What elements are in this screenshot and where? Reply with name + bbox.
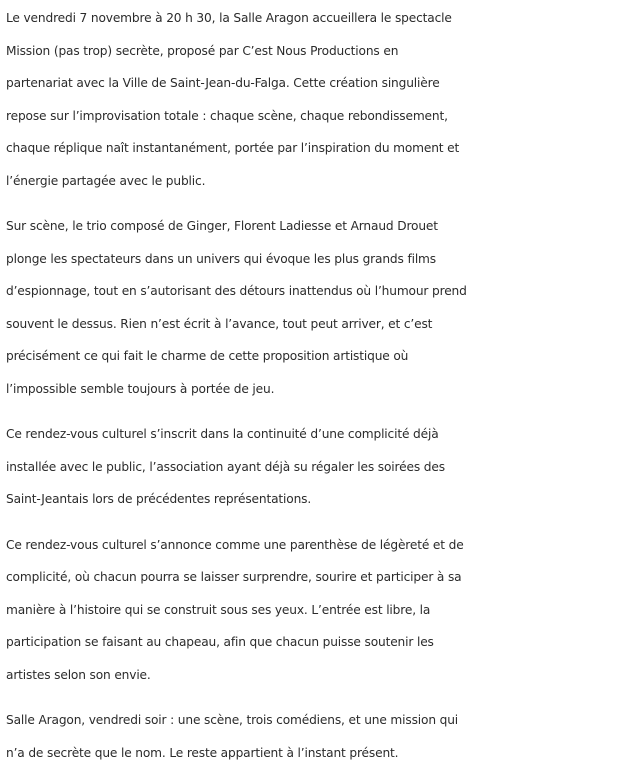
text-line: complicité, où chacun pourra se laisser surprendre, sourire et participer à sa bbox=[6, 570, 462, 584]
paragraph-1 bbox=[6, 2, 618, 197]
text-line: plonge les spectateurs dans un univers qui évoque les plus grands films bbox=[6, 251, 436, 266]
text-line: Salle Aragon, vendredi soir : une scène, trois comédiens, et une mission qui bbox=[6, 713, 459, 727]
paragraph-3 bbox=[6, 418, 618, 516]
text-line: Ce rendez-vous culturel s’inscrit dans la continuité d’une complicité déjà bbox=[6, 427, 439, 441]
text-line: l’impossible semble toujours à portée de jeu. bbox=[6, 381, 275, 396]
text-line: précisément ce qui fait le charme de cette proposition artistique où bbox=[6, 349, 409, 363]
text-line: manière à l’histoire qui se construit sous ses yeux. L’entrée est libre, la bbox=[6, 602, 431, 617]
text-line: chaque réplique naît instantanément, portée par l’inspiration du moment et bbox=[6, 141, 460, 155]
text-line: artistes selon son envie. bbox=[6, 667, 151, 682]
text-line: participation se faisant au chapeau, afin que chacun puisse soutenir les bbox=[6, 635, 434, 649]
text-line: souvent le dessus. Rien n’est écrit à l’avance, tout peut arriver, et c’est bbox=[6, 316, 433, 331]
text-line: partenariat avec la Ville de Saint-Jean-du-Falga. Cette création singulière bbox=[6, 76, 440, 90]
text-line: Le vendredi 7 novembre à 20 h 30, la Salle Aragon accueillera le spectacle bbox=[6, 11, 452, 25]
text-line: Mission (pas trop) secrète, proposé par C’est Nous Productions en bbox=[6, 43, 399, 58]
paragraph-2 bbox=[6, 210, 618, 405]
text-line: repose sur l’improvisation totale : chaque scène, chaque rebondissement, bbox=[6, 108, 448, 123]
paragraph-4 bbox=[6, 529, 618, 692]
paragraph-5 bbox=[6, 704, 618, 769]
text-line: l’énergie partagée avec le public. bbox=[6, 173, 206, 188]
text-line: n’a de secrète que le nom. Le reste appartient à l’instant présent. bbox=[6, 745, 399, 760]
text-line: Ce rendez-vous culturel s’annonce comme une parenthèse de légèreté et de bbox=[6, 537, 464, 552]
text-line: Sur scène, le trio composé de Ginger, Florent Ladiesse et Arnaud Drouet bbox=[6, 219, 438, 233]
text-line: installée avec le public, l’association ayant déjà su régaler les soirées des bbox=[6, 459, 445, 474]
text-line: d’espionnage, tout en s’autorisant des détours inattendus où l’humour prend bbox=[6, 284, 467, 298]
text-line: Saint-Jeantais lors de précédentes représentations. bbox=[6, 492, 312, 506]
